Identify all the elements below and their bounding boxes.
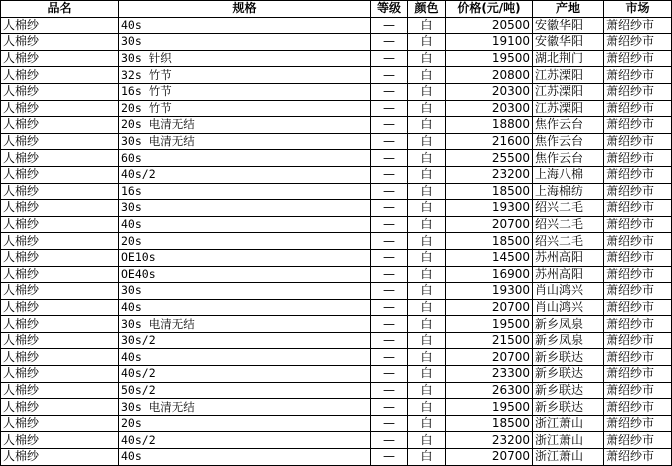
origin-cell: 绍兴二毛: [533, 233, 604, 250]
origin-cell: 苏州高阳: [533, 266, 604, 283]
price-cell: 20800: [446, 67, 533, 84]
spec-cell: OE40s: [119, 266, 371, 283]
product-name-cell: 人棉纱: [1, 100, 119, 117]
product-name-cell: 人棉纱: [1, 449, 119, 466]
grade-cell: —: [371, 382, 408, 399]
market-cell: 萧绍纱市: [604, 133, 672, 150]
price-cell: 20300: [446, 83, 533, 100]
market-cell: 萧绍纱市: [604, 266, 672, 283]
price-cell: 21500: [446, 332, 533, 349]
market-cell: 萧绍纱市: [604, 283, 672, 300]
grade-cell: —: [371, 216, 408, 233]
market-cell: 萧绍纱市: [604, 382, 672, 399]
color-cell: 白: [408, 283, 446, 300]
color-cell: 白: [408, 183, 446, 200]
origin-cell: 江苏溧阳: [533, 83, 604, 100]
origin-cell: 江苏溧阳: [533, 100, 604, 117]
grade-cell: —: [371, 449, 408, 466]
price-cell: 26300: [446, 382, 533, 399]
market-cell: 萧绍纱市: [604, 316, 672, 333]
color-cell: 白: [408, 432, 446, 449]
market-cell: 萧绍纱市: [604, 249, 672, 266]
table-row: [1, 366, 672, 383]
price-cell: 23200: [446, 432, 533, 449]
product-name-cell: 人棉纱: [1, 150, 119, 167]
grade-cell: —: [371, 233, 408, 250]
price-cell: 20700: [446, 216, 533, 233]
market-cell: 萧绍纱市: [604, 332, 672, 349]
market-cell: 萧绍纱市: [604, 415, 672, 432]
product-name-cell: 人棉纱: [1, 299, 119, 316]
color-cell: 白: [408, 349, 446, 366]
price-cell: 14500: [446, 249, 533, 266]
header-row: [1, 1, 672, 18]
origin-cell: 焦作云台: [533, 117, 604, 134]
grade-cell: —: [371, 299, 408, 316]
table-row: [1, 349, 672, 366]
header-price: 价格(元/吨): [446, 1, 533, 18]
product-name-cell: 人棉纱: [1, 399, 119, 416]
origin-cell: 浙江萧山: [533, 415, 604, 432]
origin-cell: 安徽华阳: [533, 34, 604, 51]
price-cell: 20700: [446, 299, 533, 316]
table-row: [1, 183, 672, 200]
market-cell: 萧绍纱市: [604, 216, 672, 233]
origin-cell: 新乡联达: [533, 366, 604, 383]
origin-cell: 浙江萧山: [533, 449, 604, 466]
table-row: [1, 316, 672, 333]
spec-cell: 40s: [119, 216, 371, 233]
product-name-cell: 人棉纱: [1, 83, 119, 100]
table-row: [1, 432, 672, 449]
grade-cell: —: [371, 17, 408, 34]
table-row: [1, 67, 672, 84]
price-cell: 20300: [446, 100, 533, 117]
product-name-cell: 人棉纱: [1, 67, 119, 84]
product-name-cell: 人棉纱: [1, 183, 119, 200]
market-cell: 萧绍纱市: [604, 50, 672, 67]
product-name-cell: 人棉纱: [1, 266, 119, 283]
header-market: 市场: [604, 1, 672, 18]
spec-cell: 60s: [119, 150, 371, 167]
spec-cell: 20s 电清无结: [119, 117, 371, 134]
spec-cell: 40s/2: [119, 366, 371, 383]
table-row: [1, 382, 672, 399]
color-cell: 白: [408, 399, 446, 416]
origin-cell: 焦作云台: [533, 133, 604, 150]
grade-cell: —: [371, 150, 408, 167]
product-name-cell: 人棉纱: [1, 216, 119, 233]
table-row: [1, 100, 672, 117]
grade-cell: —: [371, 50, 408, 67]
table-row: [1, 332, 672, 349]
table-row: [1, 233, 672, 250]
grade-cell: —: [371, 366, 408, 383]
price-cell: 19500: [446, 50, 533, 67]
product-name-cell: 人棉纱: [1, 283, 119, 300]
spec-cell: 20s 竹节: [119, 100, 371, 117]
spec-cell: 32s 竹节: [119, 67, 371, 84]
color-cell: 白: [408, 382, 446, 399]
grade-cell: —: [371, 266, 408, 283]
grade-cell: —: [371, 67, 408, 84]
origin-cell: 安徽华阳: [533, 17, 604, 34]
origin-cell: 肖山鸿兴: [533, 283, 604, 300]
spec-cell: 30s 电清无结: [119, 133, 371, 150]
price-cell: 20700: [446, 449, 533, 466]
market-cell: 萧绍纱市: [604, 17, 672, 34]
product-name-cell: 人棉纱: [1, 366, 119, 383]
market-cell: 萧绍纱市: [604, 100, 672, 117]
spec-cell: 20s: [119, 415, 371, 432]
price-cell: 18800: [446, 117, 533, 134]
price-cell: 19500: [446, 316, 533, 333]
product-name-cell: 人棉纱: [1, 200, 119, 217]
color-cell: 白: [408, 366, 446, 383]
product-name-cell: 人棉纱: [1, 50, 119, 67]
spec-cell: 30s 电清无结: [119, 316, 371, 333]
spec-cell: 40s: [119, 299, 371, 316]
color-cell: 白: [408, 50, 446, 67]
product-name-cell: 人棉纱: [1, 432, 119, 449]
market-cell: 萧绍纱市: [604, 432, 672, 449]
color-cell: 白: [408, 266, 446, 283]
grade-cell: —: [371, 83, 408, 100]
origin-cell: 新乡联达: [533, 349, 604, 366]
grade-cell: —: [371, 100, 408, 117]
grade-cell: —: [371, 249, 408, 266]
table-row: [1, 249, 672, 266]
grade-cell: —: [371, 200, 408, 217]
origin-cell: 焦作云台: [533, 150, 604, 167]
price-cell: 23200: [446, 166, 533, 183]
color-cell: 白: [408, 34, 446, 51]
product-name-cell: 人棉纱: [1, 117, 119, 134]
table-row: [1, 200, 672, 217]
price-cell: 18500: [446, 415, 533, 432]
grade-cell: —: [371, 432, 408, 449]
table-row: [1, 50, 672, 67]
grade-cell: —: [371, 117, 408, 134]
color-cell: 白: [408, 449, 446, 466]
header-product-name: 品名: [1, 1, 119, 18]
origin-cell: 新乡凤泉: [533, 316, 604, 333]
product-name-cell: 人棉纱: [1, 166, 119, 183]
origin-cell: 上海棉纺: [533, 183, 604, 200]
table-row: [1, 117, 672, 134]
table-row: [1, 299, 672, 316]
spec-cell: 16s: [119, 183, 371, 200]
market-cell: 萧绍纱市: [604, 233, 672, 250]
price-cell: 19500: [446, 399, 533, 416]
spec-cell: 30s/2: [119, 332, 371, 349]
table-row: [1, 216, 672, 233]
spec-cell: 40s/2: [119, 166, 371, 183]
color-cell: 白: [408, 17, 446, 34]
color-cell: 白: [408, 216, 446, 233]
price-cell: 20700: [446, 349, 533, 366]
table-row: [1, 150, 672, 167]
color-cell: 白: [408, 166, 446, 183]
product-name-cell: 人棉纱: [1, 34, 119, 51]
table-body: [1, 17, 672, 465]
spec-cell: 30s 电清无结: [119, 399, 371, 416]
origin-cell: 肖山鸿兴: [533, 299, 604, 316]
origin-cell: 新乡联达: [533, 399, 604, 416]
color-cell: 白: [408, 133, 446, 150]
grade-cell: —: [371, 316, 408, 333]
product-name-cell: 人棉纱: [1, 249, 119, 266]
product-name-cell: 人棉纱: [1, 349, 119, 366]
color-cell: 白: [408, 200, 446, 217]
color-cell: 白: [408, 117, 446, 134]
spec-cell: 30s: [119, 200, 371, 217]
grade-cell: —: [371, 166, 408, 183]
spec-cell: 20s: [119, 233, 371, 250]
market-cell: 萧绍纱市: [604, 166, 672, 183]
table-row: [1, 17, 672, 34]
header-grade: 等级: [371, 1, 408, 18]
market-cell: 萧绍纱市: [604, 83, 672, 100]
market-cell: 萧绍纱市: [604, 399, 672, 416]
product-name-cell: 人棉纱: [1, 17, 119, 34]
price-cell: 18500: [446, 183, 533, 200]
color-cell: 白: [408, 100, 446, 117]
origin-cell: 绍兴二毛: [533, 200, 604, 217]
spec-cell: 40s: [119, 449, 371, 466]
table-row: [1, 34, 672, 51]
color-cell: 白: [408, 316, 446, 333]
origin-cell: 浙江萧山: [533, 432, 604, 449]
grade-cell: —: [371, 133, 408, 150]
market-cell: 萧绍纱市: [604, 200, 672, 217]
spec-cell: 30s 针织: [119, 50, 371, 67]
color-cell: 白: [408, 233, 446, 250]
origin-cell: 江苏溧阳: [533, 67, 604, 84]
color-cell: 白: [408, 299, 446, 316]
table-row: [1, 399, 672, 416]
header-origin: 产地: [533, 1, 604, 18]
market-cell: 萧绍纱市: [604, 150, 672, 167]
market-cell: 萧绍纱市: [604, 299, 672, 316]
table-row: [1, 283, 672, 300]
header-color: 颜色: [408, 1, 446, 18]
table-row: [1, 166, 672, 183]
price-cell: 23300: [446, 366, 533, 383]
table-row: [1, 83, 672, 100]
price-cell: 25500: [446, 150, 533, 167]
origin-cell: 上海八棉: [533, 166, 604, 183]
grade-cell: —: [371, 332, 408, 349]
product-name-cell: 人棉纱: [1, 233, 119, 250]
grade-cell: —: [371, 34, 408, 51]
origin-cell: 新乡联达: [533, 382, 604, 399]
grade-cell: —: [371, 349, 408, 366]
spec-cell: 30s: [119, 34, 371, 51]
table-row: [1, 415, 672, 432]
table-row: [1, 133, 672, 150]
origin-cell: 苏州高阳: [533, 249, 604, 266]
price-cell: 18500: [446, 233, 533, 250]
price-cell: 20500: [446, 17, 533, 34]
market-cell: 萧绍纱市: [604, 117, 672, 134]
market-cell: 萧绍纱市: [604, 349, 672, 366]
product-name-cell: 人棉纱: [1, 415, 119, 432]
spec-cell: OE10s: [119, 249, 371, 266]
product-name-cell: 人棉纱: [1, 382, 119, 399]
table-row: [1, 266, 672, 283]
price-cell: 19300: [446, 200, 533, 217]
price-cell: 19300: [446, 283, 533, 300]
color-cell: 白: [408, 249, 446, 266]
spec-cell: 30s: [119, 283, 371, 300]
market-cell: 萧绍纱市: [604, 34, 672, 51]
market-cell: 萧绍纱市: [604, 183, 672, 200]
price-cell: 19100: [446, 34, 533, 51]
color-cell: 白: [408, 150, 446, 167]
origin-cell: 绍兴二毛: [533, 216, 604, 233]
market-cell: 萧绍纱市: [604, 449, 672, 466]
product-name-cell: 人棉纱: [1, 316, 119, 333]
grade-cell: —: [371, 283, 408, 300]
origin-cell: 新乡凤泉: [533, 332, 604, 349]
spec-cell: 40s/2: [119, 432, 371, 449]
spec-cell: 16s 竹节: [119, 83, 371, 100]
grade-cell: —: [371, 399, 408, 416]
spec-cell: 40s: [119, 17, 371, 34]
table-row: [1, 449, 672, 466]
spec-cell: 40s: [119, 349, 371, 366]
price-cell: 21600: [446, 133, 533, 150]
color-cell: 白: [408, 332, 446, 349]
color-cell: 白: [408, 67, 446, 84]
header-spec: 规格: [119, 1, 371, 18]
origin-cell: 湖北荆门: [533, 50, 604, 67]
color-cell: 白: [408, 83, 446, 100]
product-name-cell: 人棉纱: [1, 332, 119, 349]
spec-cell: 50s/2: [119, 382, 371, 399]
product-name-cell: 人棉纱: [1, 133, 119, 150]
market-cell: 萧绍纱市: [604, 366, 672, 383]
grade-cell: —: [371, 415, 408, 432]
price-cell: 16900: [446, 266, 533, 283]
market-cell: 萧绍纱市: [604, 67, 672, 84]
grade-cell: —: [371, 183, 408, 200]
color-cell: 白: [408, 415, 446, 432]
